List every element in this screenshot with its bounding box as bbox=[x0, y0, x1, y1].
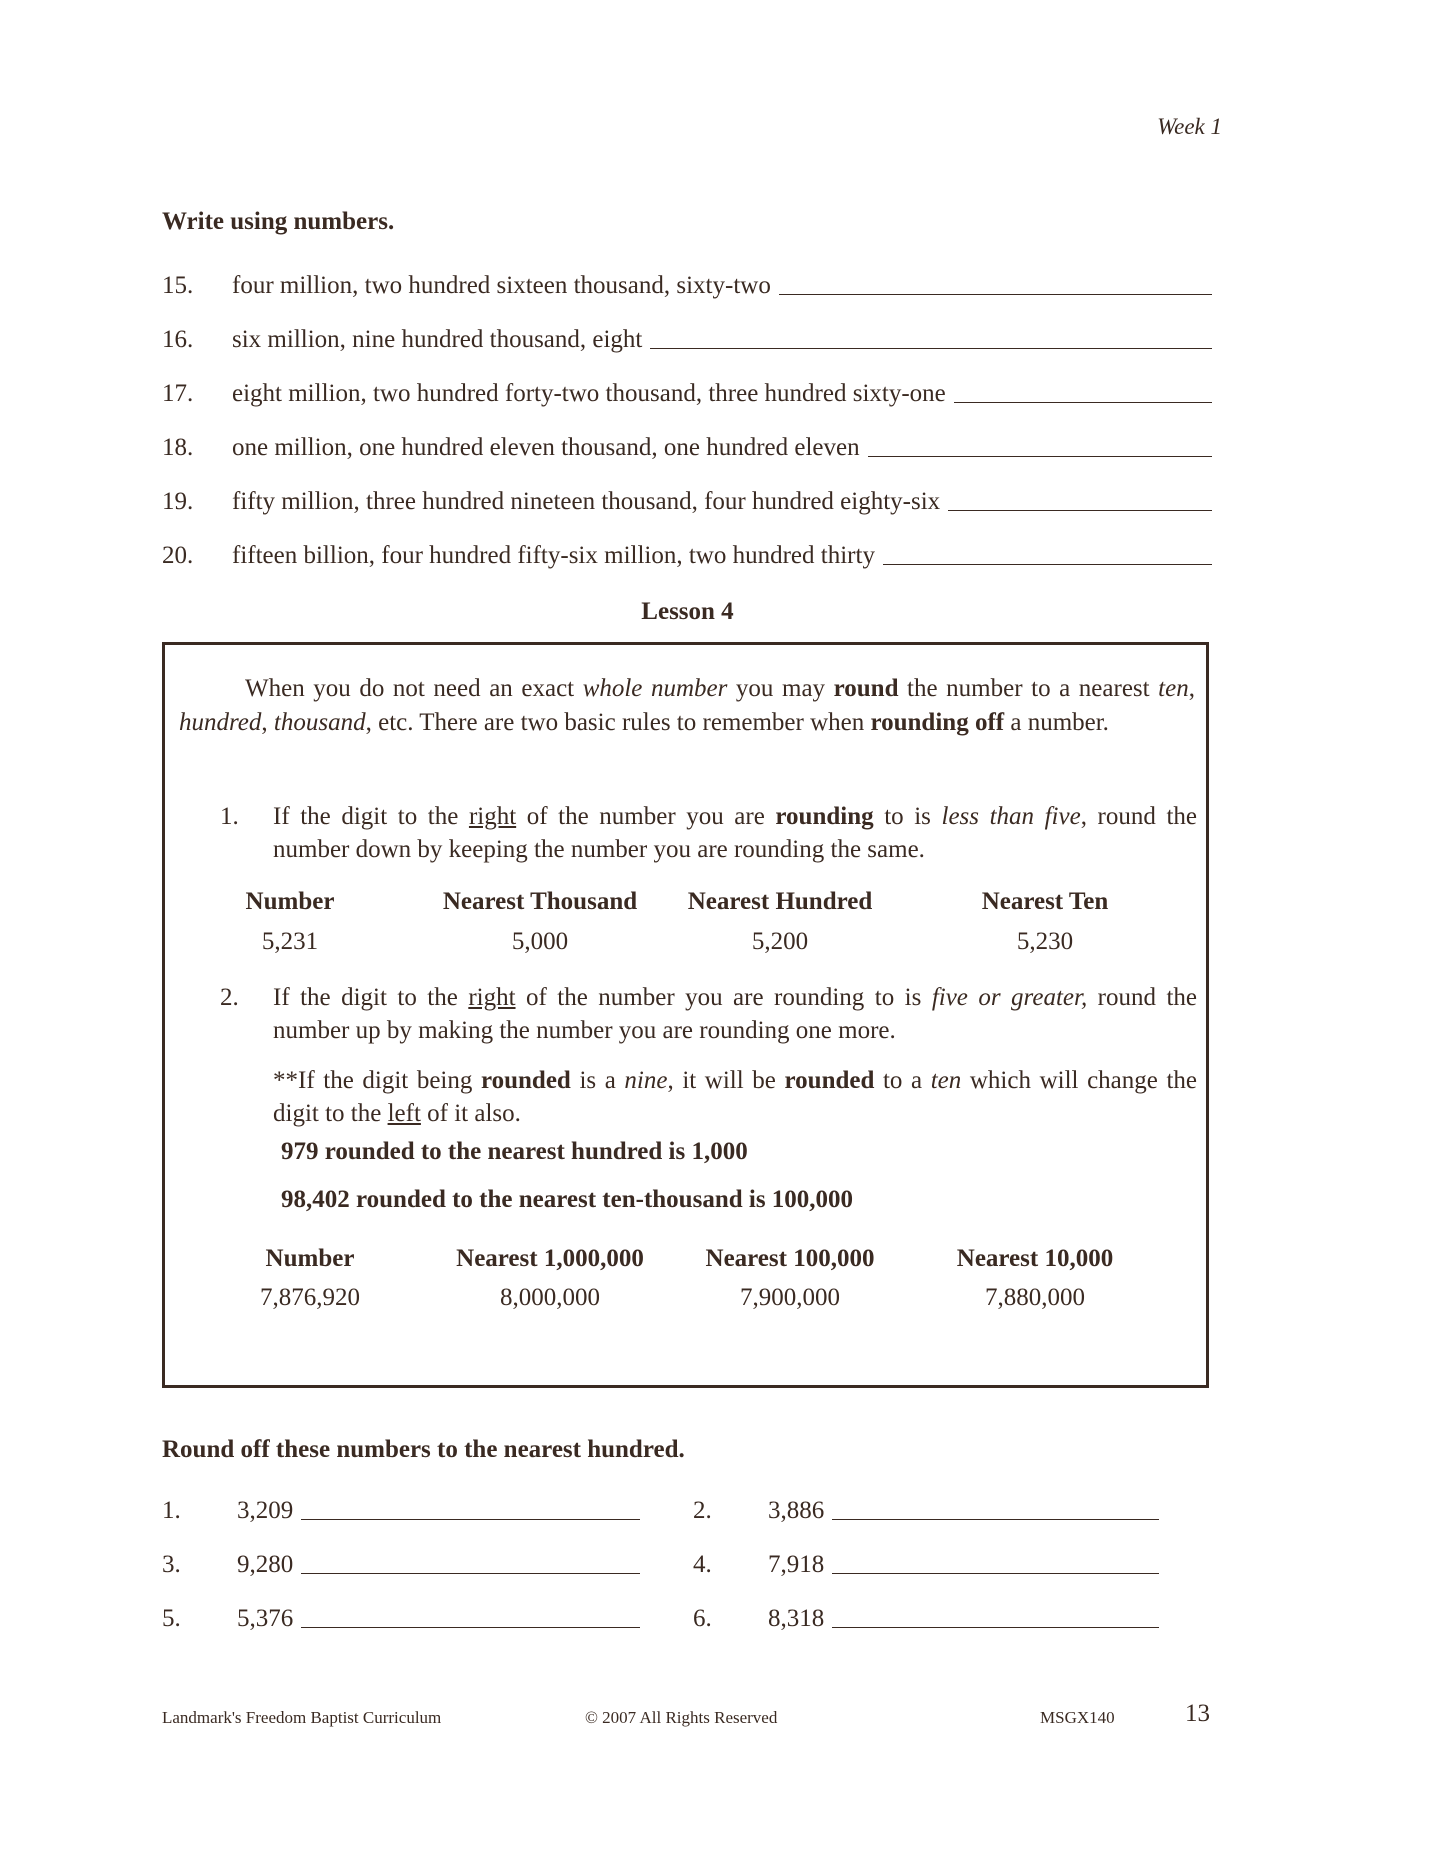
item-number: 1. bbox=[162, 1497, 181, 1524]
round-item bbox=[693, 1599, 1159, 1633]
answer-blank[interactable] bbox=[948, 510, 1212, 511]
item-number: 2. bbox=[693, 1497, 712, 1524]
answer-blank[interactable] bbox=[868, 456, 1212, 457]
round-item bbox=[162, 1491, 640, 1525]
item-number: 19. bbox=[162, 488, 194, 515]
answer-blank[interactable] bbox=[832, 1519, 1159, 1520]
answer-blank[interactable] bbox=[301, 1519, 640, 1520]
rounding-table-2 bbox=[165, 1245, 1206, 1335]
round-item bbox=[162, 1545, 640, 1579]
round-item bbox=[162, 1599, 640, 1633]
table-header: Nearest Thousand bbox=[442, 888, 638, 915]
lesson-box bbox=[162, 642, 1209, 1388]
round-section-title: Round off these numbers to the nearest hundred. bbox=[162, 1436, 685, 1463]
lesson-title: Lesson 4 bbox=[641, 598, 734, 625]
answer-blank[interactable] bbox=[883, 564, 1212, 565]
item-value: 3,886 bbox=[768, 1497, 825, 1524]
table-header: Number bbox=[245, 888, 335, 915]
write-item bbox=[162, 320, 1212, 354]
table-header: Nearest 100,000 bbox=[705, 1245, 875, 1272]
example-2: 98,402 rounded to the nearest ten-thousand is 100,000 bbox=[281, 1186, 854, 1213]
item-number: 17. bbox=[162, 380, 194, 407]
round-item bbox=[693, 1491, 1159, 1525]
rule-2-number: 2. bbox=[220, 984, 239, 1011]
answer-blank[interactable] bbox=[954, 402, 1212, 403]
answer-blank[interactable] bbox=[650, 348, 1212, 349]
table-cell: 7,876,920 bbox=[260, 1284, 360, 1311]
round-item bbox=[693, 1545, 1159, 1579]
item-number: 20. bbox=[162, 542, 194, 569]
table-cell: 5,230 bbox=[1016, 928, 1074, 955]
table-cell: 7,880,000 bbox=[985, 1284, 1085, 1311]
item-value: 5,376 bbox=[237, 1605, 294, 1632]
table-header: Nearest 10,000 bbox=[956, 1245, 1114, 1272]
item-value: 3,209 bbox=[237, 1497, 294, 1524]
item-value: 7,918 bbox=[768, 1551, 825, 1578]
item-text: eight million, two hundred forty-two thousand, three hundred sixty-one bbox=[232, 380, 946, 407]
answer-blank[interactable] bbox=[779, 294, 1212, 295]
item-value: 9,280 bbox=[237, 1551, 294, 1578]
example-1: 979 rounded to the nearest hundred is 1,000 bbox=[281, 1138, 748, 1165]
table-header: Nearest Ten bbox=[981, 888, 1109, 915]
rule-1-text: If the digit to the right of the number you are rounding to is less than five, round the number down by keeping the number you are rounding the same. bbox=[273, 803, 1197, 863]
write-section-title: Write using numbers. bbox=[162, 208, 395, 235]
answer-blank[interactable] bbox=[832, 1573, 1159, 1574]
table-cell: 7,900,000 bbox=[740, 1284, 840, 1311]
answer-blank[interactable] bbox=[832, 1627, 1159, 1628]
lesson-intro: When you do not need an exact whole number you may round the number to a nearest ten, hundred, thousand, etc. There are two basic rules to remember when rounding off a number. bbox=[179, 675, 1195, 736]
item-text: six million, nine hundred thousand, eight bbox=[232, 326, 643, 353]
footer-code: MSGX140 bbox=[1040, 1708, 1115, 1727]
rule-2-text: If the digit to the right of the number you are rounding to is five or greater, round the number up by making the number you are rounding one more. bbox=[273, 984, 1197, 1044]
item-text: one million, one hundred eleven thousand, one hundred eleven bbox=[232, 434, 860, 461]
item-value: 8,318 bbox=[768, 1605, 825, 1632]
item-number: 6. bbox=[693, 1605, 712, 1632]
rounding-table-1 bbox=[165, 888, 1206, 978]
write-item bbox=[162, 536, 1212, 570]
item-text: fifteen billion, four hundred fifty-six million, two hundred thirty bbox=[232, 542, 875, 569]
table-cell: 8,000,000 bbox=[500, 1284, 600, 1311]
rounding-note: **If the digit being rounded is a nine, it will be rounded to a ten which will change the digit to the left of it also. bbox=[273, 1067, 1198, 1127]
item-text: fifty million, three hundred nineteen thousand, four hundred eighty-six bbox=[232, 488, 941, 515]
item-number: 15. bbox=[162, 272, 194, 299]
write-item bbox=[162, 266, 1212, 300]
item-number: 18. bbox=[162, 434, 194, 461]
item-number: 3. bbox=[162, 1551, 181, 1578]
table-header: Number bbox=[265, 1245, 355, 1272]
item-text: four million, two hundred sixteen thousand, sixty-two bbox=[232, 272, 771, 299]
item-number: 4. bbox=[693, 1551, 712, 1578]
write-item bbox=[162, 482, 1212, 516]
week-label: Week 1 bbox=[1157, 114, 1222, 139]
write-item bbox=[162, 428, 1212, 462]
footer-publisher: Landmark's Freedom Baptist Curriculum bbox=[162, 1708, 442, 1727]
rule-1-number: 1. bbox=[220, 803, 239, 830]
write-item bbox=[162, 374, 1212, 408]
page-number: 13 bbox=[1185, 1700, 1210, 1727]
table-header: Nearest 1,000,000 bbox=[456, 1245, 644, 1272]
answer-blank[interactable] bbox=[301, 1573, 640, 1574]
item-number: 5. bbox=[162, 1605, 181, 1632]
table-cell: 5,231 bbox=[261, 928, 319, 955]
footer-copyright: © 2007 All Rights Reserved bbox=[585, 1708, 778, 1727]
item-number: 16. bbox=[162, 326, 194, 353]
table-cell: 5,000 bbox=[511, 928, 569, 955]
answer-blank[interactable] bbox=[301, 1627, 640, 1628]
table-cell: 5,200 bbox=[751, 928, 809, 955]
table-header: Nearest Hundred bbox=[687, 888, 873, 915]
